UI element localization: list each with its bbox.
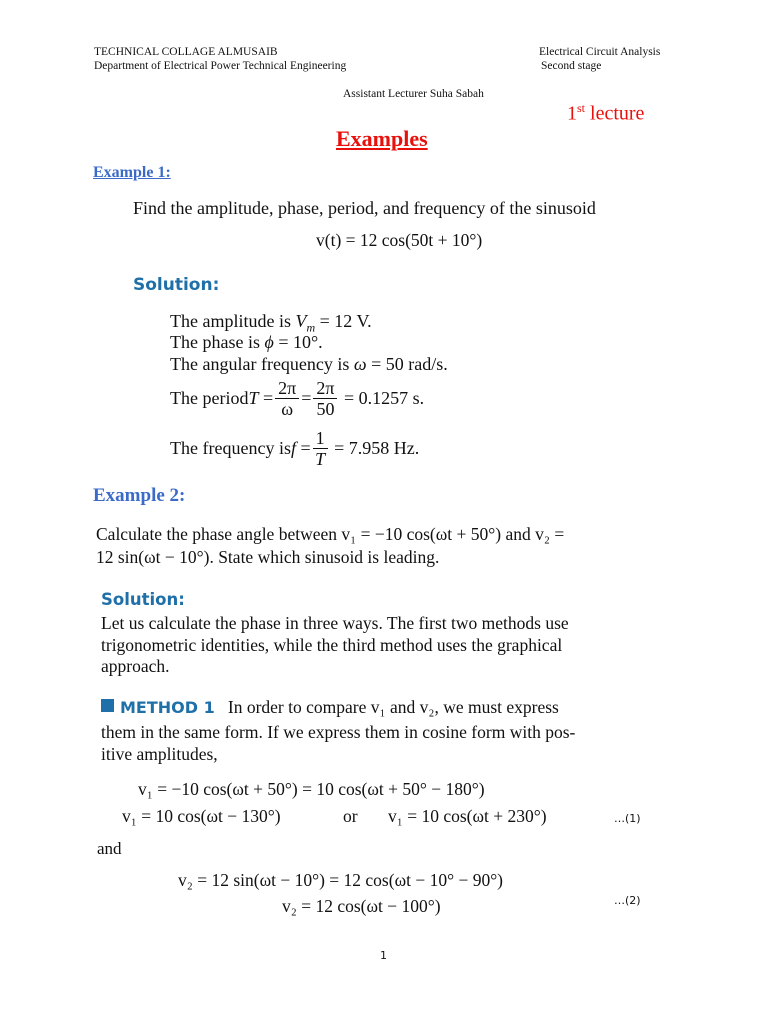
and-word: and [97, 839, 122, 858]
frequency-fraction: $\frac{1}{T}$ [313, 428, 328, 469]
page-number: 1 [380, 949, 387, 962]
method-square-icon [101, 699, 114, 712]
method1-text: In order to compare v₁ and v₂, we must express [227, 697, 559, 717]
phase-text: The phase is [170, 332, 265, 352]
page-title: Examples [336, 126, 428, 151]
method1-label: METHOD 1 [120, 698, 215, 717]
equation-v2-a: v₂ = 12 sin(ωt − 10°) = 12 cos(ωt − 10° − 90°) [178, 870, 504, 890]
period-line: The period T = $\frac{2\pi}{\omega}$ = $\frac{2\pi}{50}$ = 0.1257 s. [170, 377, 425, 419]
course-stage: Second stage [541, 60, 602, 72]
period-fraction-2: $\frac{2\pi}{50}$ [313, 378, 337, 419]
period-value: = 0.1257 s. [343, 388, 425, 408]
college-name: TECHNICAL COLLAGE ALMUSAIB [94, 46, 278, 58]
course-name: Electrical Circuit Analysis [539, 46, 661, 58]
example1-equation: v(t) = 12 cos(50t + 10°) [316, 230, 483, 250]
example2-heading: Example 2: [93, 485, 186, 506]
equation-v1-b-right: v₁ = 10 cos(ωt + 230°) [388, 806, 547, 826]
example2-problem-line1: Calculate the phase angle between v₁ = −10 cos(ωt + 50°) and v₂ = [96, 524, 565, 544]
method1-line1 [101, 697, 559, 718]
example2-solution-line1: Let us calculate the phase in three ways. The first two methods use [101, 613, 569, 633]
lecture-ordinal: st [577, 101, 586, 115]
frequency-value: = 7.958 Hz. [334, 438, 420, 458]
period-text: The period [170, 388, 249, 408]
angular-text: The angular frequency is [170, 354, 354, 374]
equation-tag-2: …(2) [614, 894, 641, 907]
equation-tag-1: …(1) [614, 812, 641, 825]
frequency-text: The frequency is [170, 438, 291, 458]
example1-heading: Example 1: [93, 164, 171, 181]
method1-line2: them in the same form. If we express them in cosine form with pos- [101, 722, 576, 742]
equation-v1-b-left: v₁ = 10 cos(ωt − 130°) [122, 806, 281, 826]
example1-problem: Find the amplitude, phase, period, and frequency of the sinusoid [133, 198, 596, 218]
equation-v2-b: v₂ = 12 cos(ωt − 100°) [282, 896, 441, 916]
department-name: Department of Electrical Power Technical Engineering [94, 60, 347, 72]
method1-line3: itive amplitudes, [101, 744, 218, 764]
frequency-line: The frequency is f = $\frac{1}{T}$ = 7.958 Hz. [170, 427, 420, 469]
angular-line: The angular frequency is ω = 50 rad/s. [170, 354, 448, 374]
lecture-label [567, 101, 644, 126]
period-fraction-1: $\frac{2\pi}{\omega}$ [275, 378, 299, 419]
phase-line: The phase is ϕ = 10°. [170, 332, 323, 352]
phase-value: = 10°. [278, 332, 323, 352]
author-name: Assistant Lecturer Suha Sabah [343, 88, 484, 100]
example2-solution-label: Solution: [101, 590, 185, 609]
equation-v1-or: or [343, 806, 358, 826]
angular-value: = 50 rad/s. [371, 354, 448, 374]
amplitude-value: = 12 V. [319, 311, 372, 331]
example2-solution-line2: trigonometric identities, while the third method uses the graphical [101, 635, 563, 655]
example2-solution-line3: approach. [101, 656, 170, 676]
example1-solution-label: Solution: [133, 275, 220, 295]
example2-problem-line2: 12 sin(ωt − 10°). State which sinusoid is leading. [96, 547, 440, 567]
amplitude-text: The amplitude is [170, 311, 296, 331]
lecture-word: lecture [585, 102, 645, 125]
amplitude-line: The amplitude is $V_m = 12$ V. [170, 311, 372, 335]
lecture-number: 1 [567, 102, 577, 125]
equation-v1-a: v₁ = −10 cos(ωt + 50°) = 10 cos(ωt + 50° − 180°) [138, 779, 485, 799]
